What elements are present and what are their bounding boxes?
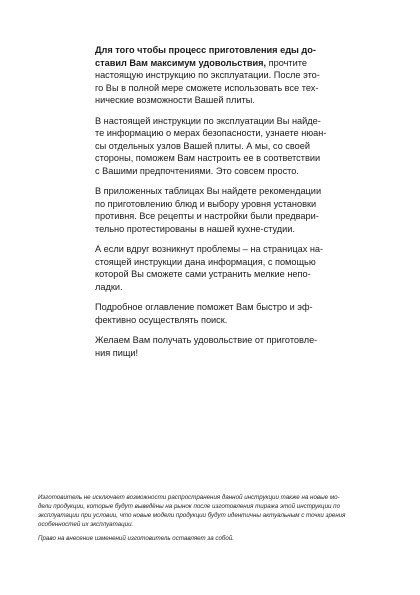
paragraph-line: стороны, поможем Вам настроить ее в соответствии [95,153,321,163]
disclaimer-footnote [38,494,390,530]
paragraph-line: ния пищи! [95,347,139,358]
intro-line-text: прочтите [266,57,307,68]
closing-paragraph [95,334,334,359]
paragraph-line: сы отдельных узлов Вашей плиты. А мы, со своей [95,140,310,151]
footnote-line: особенностей их эксплуатации. [38,520,134,528]
paragraph-line: те информацию о мерах безопасности, узнаете нюан- [95,128,327,138]
intro-line-text: нические возможности Вашей плиты. [95,95,255,105]
rights-footnote [38,535,390,544]
paragraph-line: ладки. [95,281,123,292]
intro-line-text: го Вы в полной мере сможете использовать все тех- [95,82,319,93]
safety-paragraph [95,115,334,178]
paragraph-line: с Вашими предпочтениями. Это совсем просто. [95,165,299,176]
footnote-line: Право на внесение изменений изготовитель оставляет за собой. [38,534,235,542]
troubleshooting-paragraph [95,243,334,293]
contents-paragraph [95,301,334,326]
paragraph-line: фективно осуществлять поиск. [95,314,228,325]
intro-paragraph [95,44,334,107]
paragraph-line: противня. Все рецепты и настройки были предвари- [95,211,319,221]
footnote-line: дели продукции, которые будут выведёны на рынок после изготовления тиража этой инструкции по [38,502,341,510]
intro-line-text: настоящую инструкцию по эксплуатации. После это- [95,70,320,80]
paragraph-line: Подробное оглавление поможет Вам быстро и эф- [95,302,313,312]
paragraph-line: Желаем Вам получать удовольствие от приготовле- [95,335,318,345]
paragraph-line: тельно протестированы в нашей кухне-студии. [95,223,295,234]
intro-line-bold: Для того чтобы процесс приготовления еды до- [95,45,316,55]
paragraph-line: которой Вы сможете сами устранить мелкие непо- [95,269,311,279]
intro-line-bold: ставил Вам максимум удовольствия, [95,57,267,68]
footnote-line: Изготовитель не исключает возможности распространения данной инструкции также на новые мо- [38,494,340,501]
footnote-line: эксплуатации при условии, что новые модели продукции будут идентичны актуальным с точки зрения [38,511,346,519]
paragraph-line: В настоящей инструкции по эксплуатации Вы найде- [95,115,321,126]
instruction-text [95,44,334,367]
paragraph-line: А если вдруг возникнут проблемы – на страницах на- [95,244,324,254]
paragraph-line: В приложенных таблицах Вы найдете рекомендации [95,186,322,196]
footnotes [38,494,390,549]
tables-paragraph [95,185,334,235]
paragraph-line: по приготовлению блюд и выбору уровня установки [95,198,317,209]
paragraph-line: стоящей инструкции дана информация, с помощью [95,256,316,267]
